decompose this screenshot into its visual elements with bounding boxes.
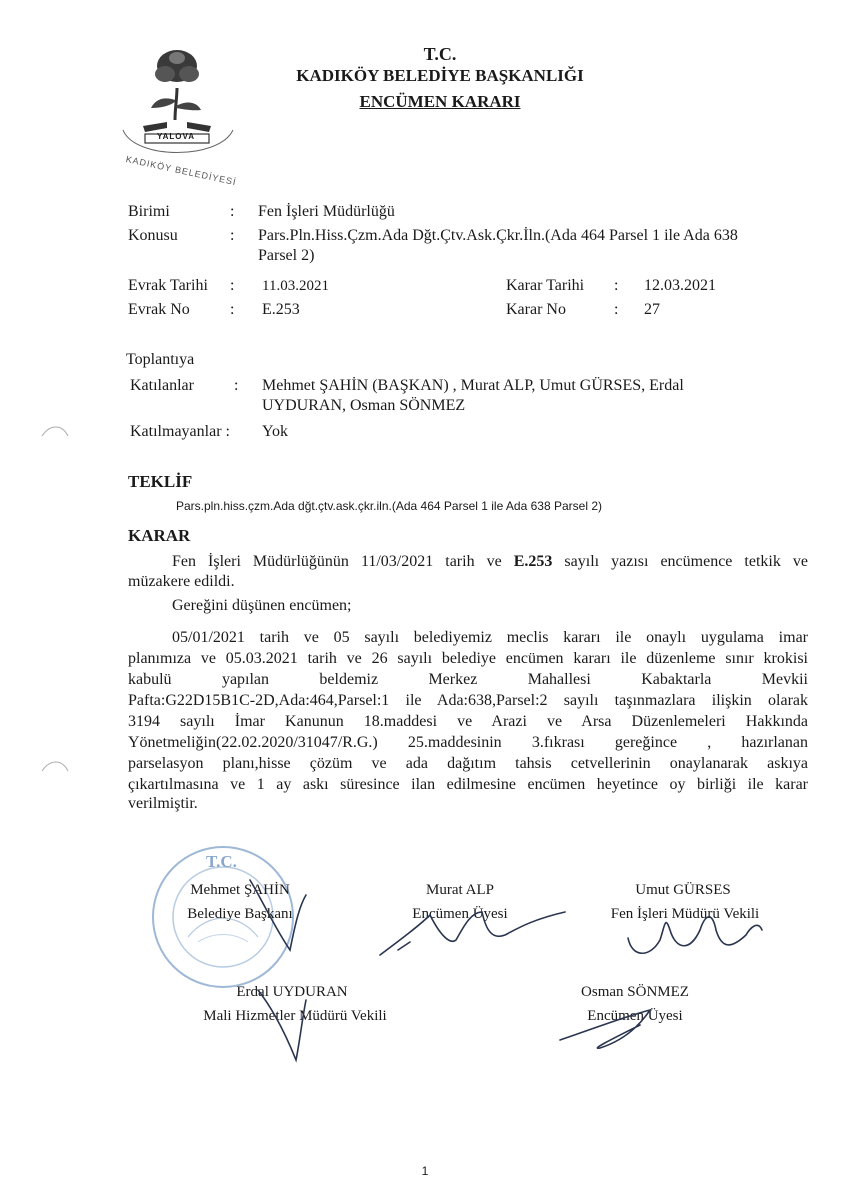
punch-hole-mark-1 — [40, 420, 70, 440]
karar-tarihi-value: 12.03.2021 — [644, 277, 716, 294]
header-tc: T.C. — [423, 44, 457, 64]
header-decision-title — [0, 92, 850, 112]
katilanlar-line1: Mehmet ŞAHİN (BAŞKAN) , Murat ALP, Umut GÜRSES, Erdal — [262, 377, 684, 394]
karar-p3-line: Yönetmeliğin(22.02.2020/31047/R.G.) 25.maddesinin 3.fıkrası gereğince , hazırlanan — [128, 734, 808, 751]
signature-title-4: Mali Hizmetler Müdürü Vekili — [203, 1008, 387, 1024]
katilanlar-colon: : — [234, 377, 239, 394]
signature-title-5: Encümen Üyesi — [587, 1008, 683, 1024]
stamp-top-text: T.C. — [206, 852, 237, 871]
signature-title-3: Fen İşleri Müdürü Vekili — [610, 906, 760, 922]
karar-p3-line: Pafta:G22D15B1C-2D,Ada:464,Parsel:1 ile Ada:638,Parsel:2 sayılı taşınmazlara ilişkin olarak — [128, 692, 808, 709]
konusu-colon: : — [230, 227, 235, 244]
katilanlar-label: Katılanlar — [130, 377, 194, 394]
karar-p3-line: 05/01/2021 tarih ve 05 sayılı belediyemiz meclis kararı ile onaylı uygulama imar — [172, 629, 808, 646]
karar-p2: Gereğini düşünen encümen; — [172, 597, 352, 614]
karar-p3-last: verilmiştir. — [128, 795, 198, 812]
signature-name-3: Umut GÜRSES — [635, 882, 731, 898]
evrak-tarihi-value: 11.03.2021 — [262, 278, 329, 294]
punch-hole-mark-2 — [40, 755, 70, 775]
karar-no-label: Karar No — [506, 301, 566, 318]
karar-p3-line: parselasyon planı,hisse çözüm ve ada dağıtım tahsis cetvellerinin onaylanarak askıya — [128, 755, 808, 772]
katilmayanlar-label: Katılmayanlar : — [130, 423, 230, 440]
karar-heading: KARAR — [128, 526, 191, 545]
karar-p3-line: çıkartılmasına ve 1 ay askı süresince ilan edilmesine encümen heyetince oy birliği ile karar — [128, 776, 808, 793]
toplanti-label: Toplantıya — [126, 351, 195, 368]
page-number: 1 — [421, 1164, 429, 1178]
logo-top-text: YALOVA — [157, 132, 196, 141]
evrak-no-label: Evrak No — [128, 301, 190, 318]
teklif-heading: TEKLİF — [128, 472, 193, 491]
karar-no-colon: : — [614, 301, 619, 318]
karar-tarihi-colon: : — [614, 277, 619, 294]
signature-name-1: Mehmet ŞAHİN — [190, 882, 290, 898]
katilanlar-line2: UYDURAN, Osman SÖNMEZ — [262, 397, 466, 414]
evrak-tarihi-label: Evrak Tarihi — [128, 277, 208, 294]
karar-p1-evrak-no: E.253 — [513, 553, 553, 570]
signature-title-1: Belediye Başkanı — [187, 906, 293, 922]
karar-p3-line: 3194 sayılı İmar Kanunun 18.maddesi ve Arazi ve Arsa Düzenlemeleri Hakkında — [128, 713, 808, 730]
karar-p1-line2: müzakere edildi. — [128, 573, 235, 590]
signature-name-5: Osman SÖNMEZ — [581, 984, 689, 1000]
signature-title-2: Encümen Üyesi — [412, 906, 508, 922]
karar-tarihi-label: Karar Tarihi — [506, 277, 585, 294]
karar-p1-text-a: Fen İşleri Müdürlüğünün 11/03/2021 tarih ve — [172, 553, 514, 570]
birimi-label: Birimi — [128, 203, 170, 220]
karar-p3-line: kabulü yapılan beldemiz Merkez Mahallesi Kabaktarla Mevkii — [128, 671, 808, 688]
birimi-value: Fen İşleri Müdürlüğü — [258, 203, 395, 220]
header-municipality: KADIKÖY BELEDİYE BAŞKANLIĞI — [296, 66, 584, 85]
evrak-no-value: E.253 — [262, 301, 300, 318]
logo-ring-text: KADIKÖY BELEDİYESİ — [124, 154, 238, 188]
konusu-value-line2: Parsel 2) — [258, 247, 315, 264]
karar-p1-line1 — [172, 552, 808, 572]
evrak-no-colon: : — [230, 301, 235, 318]
karar-no-value: 27 — [644, 301, 660, 318]
katilmayanlar-value: Yok — [262, 423, 288, 440]
karar-p1-text-c: sayılı yazısı encümence tetkik ve — [552, 553, 808, 570]
decision-title-text: ENCÜMEN KARARI — [359, 92, 521, 111]
signature-name-4: Erdal UYDURAN — [236, 984, 348, 1000]
karar-p3-line: planımıza ve 05.03.2021 tarih ve 26 sayılı belediye encümen kararı ile düzenleme sınır krokisi — [128, 650, 808, 667]
signature-name-2: Murat ALP — [426, 882, 494, 898]
teklif-text: Pars.pln.hiss.çzm.Ada dğt.çtv.ask.çkr.iln.(Ada 464 Parsel 1 ile Ada 638 Parsel 2) — [176, 499, 602, 513]
birimi-colon: : — [230, 203, 235, 220]
konusu-label: Konusu — [128, 227, 178, 244]
konusu-value-line1: Pars.Pln.Hiss.Çzm.Ada Dğt.Çtv.Ask.Çkr.İln.(Ada 464 Parsel 1 ile Ada 638 — [258, 227, 738, 244]
evrak-tarihi-colon: : — [230, 277, 235, 294]
